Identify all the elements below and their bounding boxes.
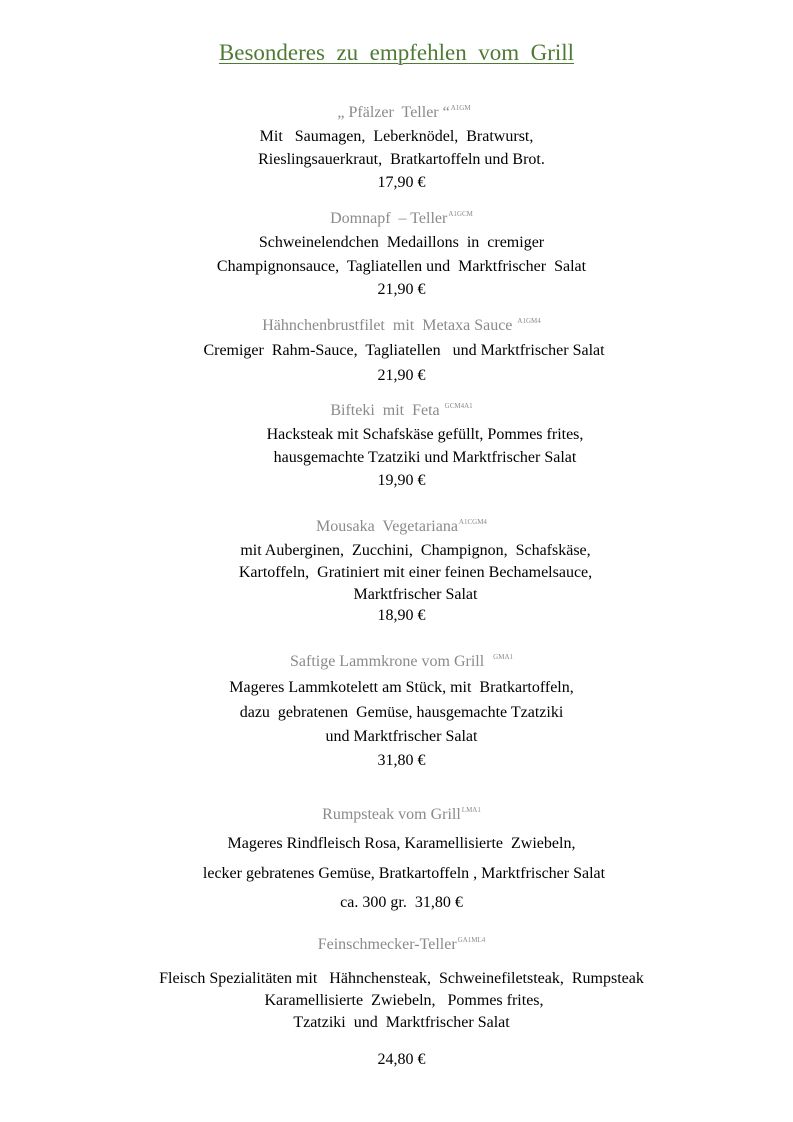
dish-description-line: hausgemachte Tzatziki und Marktfrischer Salat	[273, 449, 577, 466]
dish-description-line: Schweinelendchen Medaillons in cremiger	[258, 234, 545, 251]
allergen-codes: GCM4A1	[444, 402, 473, 410]
dish-description-line: Rieslingsauerkraut, Bratkartoffeln und Brot.	[258, 151, 545, 168]
allergen-codes: A1GM4	[517, 317, 541, 325]
allergen-codes: A1GCM	[448, 210, 473, 218]
dish-price: 21,90 €	[377, 281, 426, 298]
dish-description-line: Mageres Lammkotelett am Stück, mit Bratkartoffeln,	[229, 679, 574, 696]
allergen-codes: GA1ML4	[457, 936, 486, 944]
dish-description-line: Mageres Rindfleisch Rosa, Karamellisierte Zwiebeln,	[227, 835, 576, 852]
dish-name: Feinschmecker-Teller$^{GA1ML4}$	[317, 936, 486, 953]
dish-name: Domnapf – Teller$^{A1GCM}$	[330, 210, 473, 227]
allergen-codes: A1CGM4	[458, 518, 487, 526]
dish-name: Hähnchenbrustfilet mit Metaxa Sauce $^{A1GM4}$	[262, 317, 541, 334]
dish-description-line: Hacksteak mit Schafskäse gefüllt, Pommes frites,	[266, 426, 584, 443]
dish-name: Rumpsteak vom Grill$^{LMA1}$	[322, 806, 481, 823]
dish-description-line: Tzatziki und Marktfrischer Salat	[293, 1014, 510, 1031]
dish-price: 31,80 €	[377, 752, 426, 769]
dish-name: Bifteki mit Feta $^{GCM4A1}$	[330, 402, 473, 419]
dish-description-line: Kartoffeln, Gratiniert mit einer feinen Bechamelsauce,	[238, 564, 593, 581]
dish-description-line: Karamellisierte Zwiebeln, Pommes frites,	[264, 992, 544, 1009]
dish-name: Mousaka Vegetariana$^{A1CGM4}$	[316, 518, 487, 535]
dish-name: Saftige Lammkrone vom Grill $^{GMA1}$	[289, 653, 514, 670]
page-title: Besonderes zu empfehlen vom Grill	[218, 40, 575, 65]
dish-description-line: Fleisch Spezialitäten mit Hähnchensteak, Schweinefiletsteak, Rumpsteak	[159, 970, 644, 987]
dish-description-line: und Marktfrischer Salat	[325, 728, 478, 745]
dish-price: 19,90 €	[377, 472, 426, 489]
dish-name: „ Pfälzer Teller “$^{A1GM}$	[337, 104, 471, 121]
allergen-codes: LMA1	[461, 806, 481, 814]
dish-description-line: Marktfrischer Salat	[353, 586, 478, 603]
dish-price: 21,90 €	[377, 367, 426, 384]
dish-description-line: Champignonsauce, Tagliatellen und Marktfrischer Salat	[216, 258, 587, 275]
dish-description-line: mit Auberginen, Zucchini, Champignon, Schafskäse,	[240, 542, 591, 559]
dish-description-line: lecker gebratenes Gemüse, Bratkartoffeln , Marktfrischer Salat	[202, 865, 606, 882]
dish-description-line: dazu gebratenen Gemüse, hausgemachte Tzatziki	[239, 704, 564, 721]
dish-description-line: Mit Saumagen, Leberknödel, Bratwurst,	[259, 128, 534, 145]
allergen-codes: GMA1	[493, 653, 514, 661]
dish-price: ca. 300 gr. 31,80 €	[340, 894, 463, 911]
dish-price: 18,90 €	[377, 607, 426, 624]
dish-price: 17,90 €	[377, 174, 426, 191]
allergen-codes: A1GM	[450, 104, 471, 112]
dish-price: 24,80 €	[377, 1051, 426, 1068]
dish-description-line: Cremiger Rahm-Sauce, Tagliatellen und Marktfrischer Salat	[203, 342, 605, 359]
